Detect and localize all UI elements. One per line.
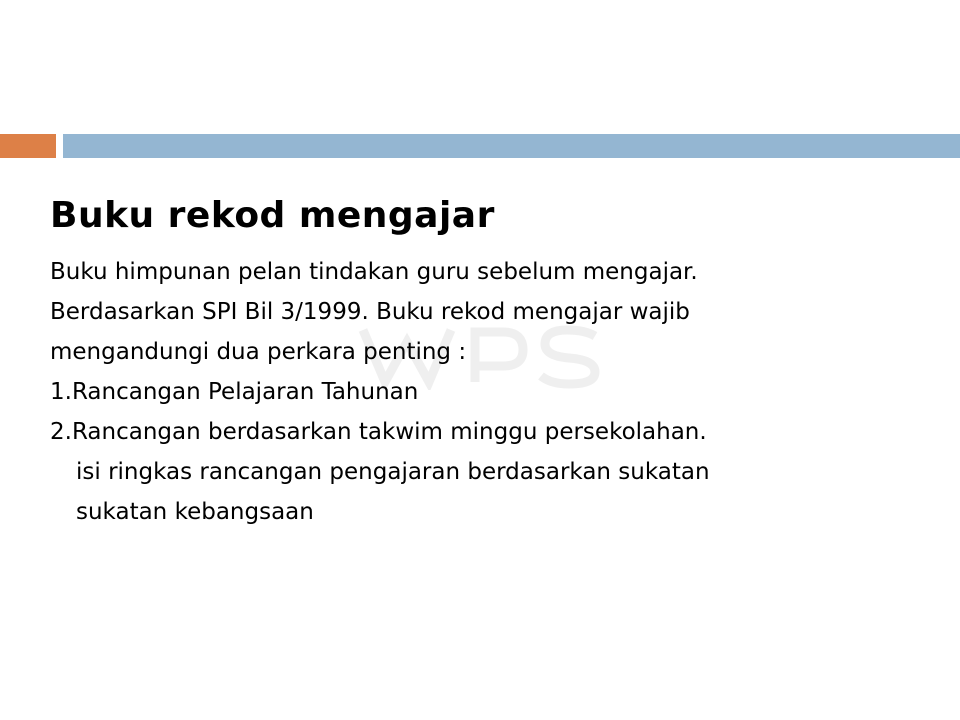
list-item-2-continuation: sukatan kebangsaan xyxy=(76,499,314,525)
slide-title: Buku rekod mengajar xyxy=(50,195,495,236)
body-line: Berdasarkan SPI Bil 3/1999. Buku rekod mengajar wajib xyxy=(50,299,690,325)
slide-body xyxy=(50,252,930,532)
list-item-1: 1.Rancangan Pelajaran Tahunan xyxy=(50,379,419,405)
list-item-2: 2.Rancangan berdasarkan takwim minggu persekolahan. xyxy=(50,419,707,445)
header-main-bar xyxy=(63,134,960,158)
header-accent-bar xyxy=(0,134,56,158)
list-item-2-continuation: isi ringkas rancangan pengajaran berdasarkan sukatan xyxy=(76,459,710,485)
body-line: mengandungi dua perkara penting : xyxy=(50,339,467,365)
body-line: Buku himpunan pelan tindakan guru sebelum mengajar. xyxy=(50,259,698,285)
